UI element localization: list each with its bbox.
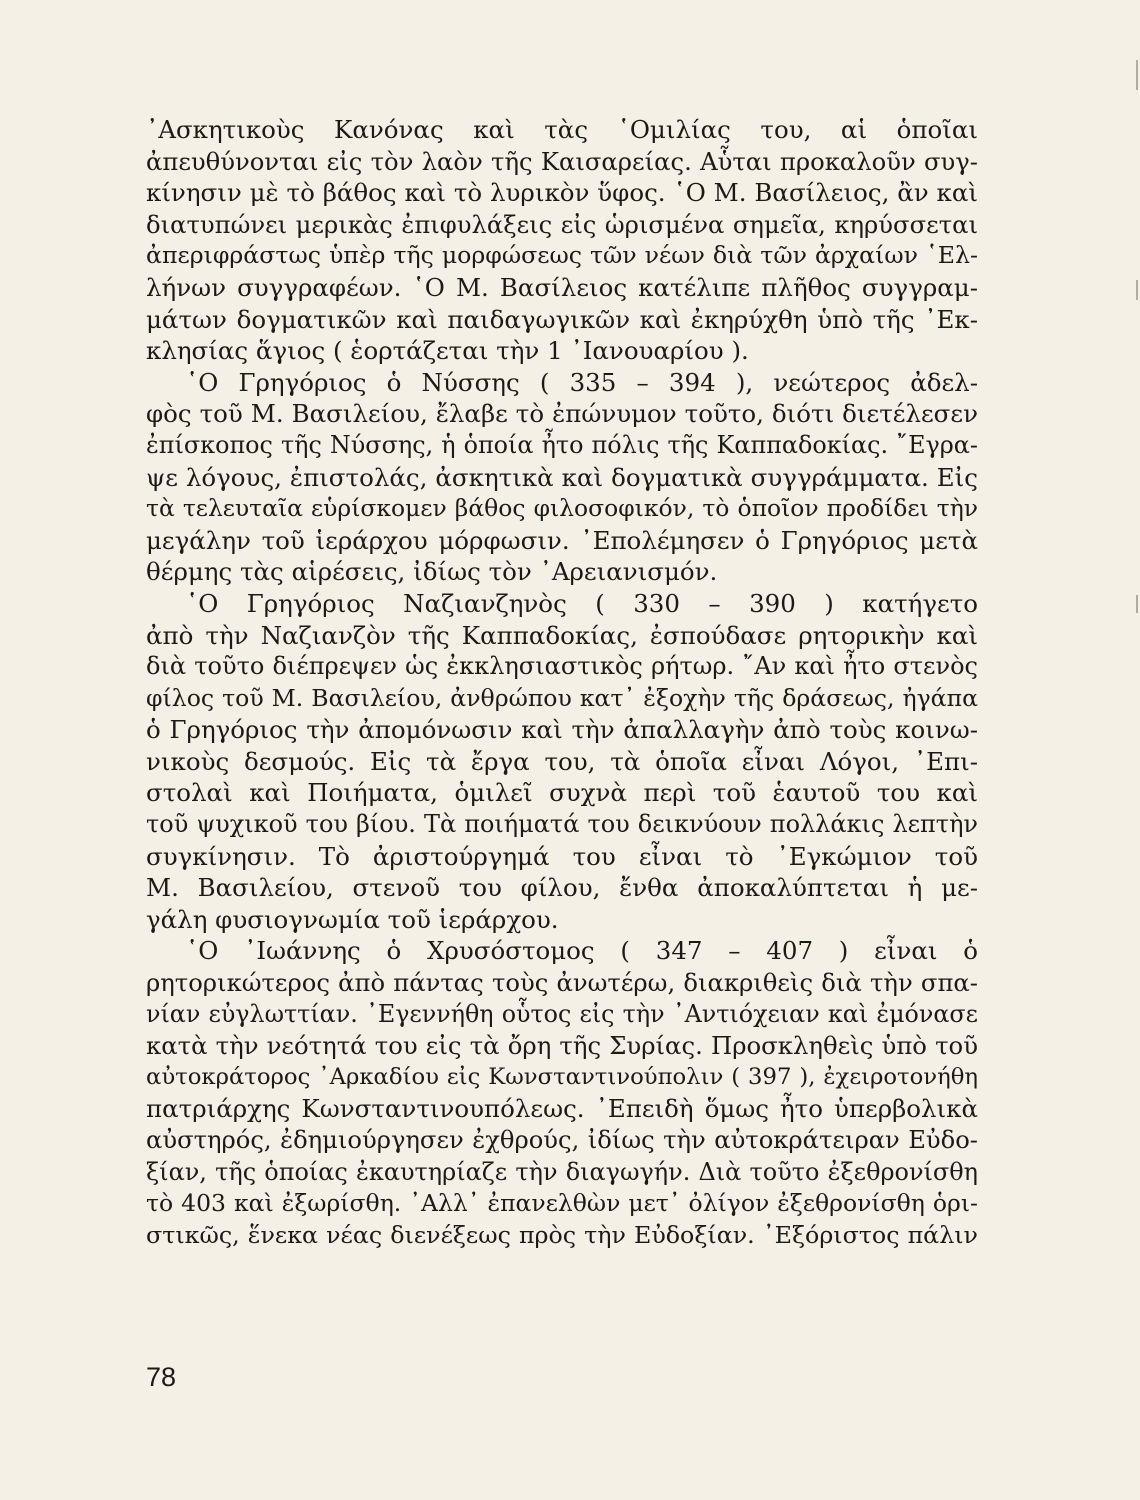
- text-line: ξίαν, τῆς ὁποίας ἐκαυτηρίαζε τὴν διαγωγήν. Διὰ τοῦτο ἐξεθρονίσθη: [146, 1157, 978, 1186]
- text-line: ὁ Γρηγόριος τὴν ἀπομόνωσιν καὶ τὴν ἀπαλλαγὴν ἀπὸ τοὺς κοινω-: [146, 715, 978, 745]
- text-line: στικῶς, ἕνεκα νέας διενέξεως πρὸς τὴν Εὐδοξίαν. ᾿Εξόριστος πάλιν: [146, 1220, 978, 1249]
- text-line: μάτων δογματικῶν καὶ παιδαγωγικῶν καὶ ἐκηρύχθη ὑπὸ τῆς ᾿Εκ-: [146, 304, 978, 334]
- paragraph-start-chrysostom: ῾Ο ᾿Ιωάννης ὁ Χρυσόστομος ( 347 – 407 ) εἶναι ὁ: [186, 936, 978, 966]
- text-line: νικοὺς δεσμούς. Εἰς τὰ ἔργα του, τὰ ὁποῖα εἶναι Λόγοι, ᾿Επι-: [146, 746, 978, 776]
- text-line: φὸς τοῦ Μ. Βασιλείου, ἔλαβε τὸ ἐπώνυμον τοῦτο, διότι διετέλεσεν: [146, 399, 978, 429]
- text-line: αὐστηρός, ἐδημιούργησεν ἐχθρούς, ἰδίως τὴν αὐτοκράτειραν Εὐδο-: [146, 1126, 978, 1154]
- text-line: στολαὶ καὶ Ποιήματα, ὁμιλεῖ συχνὰ περὶ τοῦ ἑαυτοῦ του καὶ: [146, 778, 978, 808]
- text-line: πατριάρχης Κωνσταντινουπόλεως. ᾿Επειδὴ ὅμως ἦτο ὑπερβολικὰ: [146, 1094, 978, 1124]
- scan-edge-mark: [1136, 280, 1138, 300]
- text-line: διατυπώνει μερικὰς ἐπιφυλάξεις εἰς ὡρισμένα σημεῖα, κηρύσσεται: [146, 209, 978, 239]
- page-number: 78: [146, 1362, 177, 1392]
- text-line: θέρμης τὰς αἱρέσεις, ἰδίως τὸν ᾿Αρειανισμόν.: [146, 557, 718, 587]
- text-line: τὸ 403 καὶ ἐξωρίσθη. ᾿Αλλ᾿ ἐπανελθὼν μετ᾿ ὀλίγον ἐξεθρονίσθη ὁρι-: [146, 1189, 978, 1218]
- text-line: ρητορικώτερος ἀπὸ πάντας τοὺς ἀνωτέρω, διακριθεὶς διὰ τὴν σπα-: [146, 968, 978, 998]
- text-line: κλησίας ἅγιος ( ἑορτάζεται τὴν 1 ᾿Ιανουαρίου ).: [146, 336, 749, 366]
- text-line: ἀπευθύνονται εἰς τὸν λαὸν τῆς Καισαρείας. Αὗται προκαλοῦν συγ-: [146, 146, 978, 176]
- text-line: μεγάλην τοῦ ἱεράρχου μόρφωσιν. ᾿Επολέμησεν ὁ Γρηγόριος μετὰ: [146, 525, 978, 555]
- text-line: νίαν εὐγλωττίαν. ᾿Εγεννήθη οὗτος εἰς τὴν ᾿Αντιόχειαν καὶ ἐμόνασε: [146, 999, 978, 1028]
- text-line: ἀπὸ τὴν Ναζιανζὸν τῆς Καππαδοκίας, ἐσπούδασε ρητορικὴν καὶ: [146, 620, 978, 650]
- text-line: συγκίνησιν. Τὸ ἀριστούργημά του εἶναι τὸ ᾿Εγκώμιον τοῦ: [146, 841, 978, 871]
- scan-edge-mark: [1136, 595, 1138, 613]
- text-line: ᾿Ασκητικοὺς Κανόνας καὶ τὰς ῾Ομιλίας του, αἱ ὁποῖαι: [146, 115, 978, 144]
- text-line: ψε λόγους, ἐπιστολάς, ἀσκητικὰ καὶ δογματικὰ συγγράμματα. Εἰς: [146, 462, 978, 492]
- text-line: ἀπεριφράστως ὑπὲρ τῆς μορφώσεως τῶν νέων διὰ τῶν ἀρχαίων ῾Ελ-: [146, 241, 978, 270]
- text-line: γάλη φυσιογνωμία τοῦ ἱεράρχου.: [146, 904, 559, 934]
- text-line: διὰ τοῦτο διέπρεψεν ὡς ἐκκλησιαστικὸς ρήτωρ. ῎Αν καὶ ἦτο στενὸς: [146, 652, 978, 681]
- text-line: κίνησιν μὲ τὸ βάθος καὶ τὸ λυρικὸν ὕφος. ῾Ο Μ. Βασίλειος, ἂν καὶ: [146, 178, 978, 208]
- scan-edge-mark: [1136, 60, 1138, 90]
- text-line: Μ. Βασιλείου, στενοῦ του φίλου, ἔνθα ἀποκαλύπτεται ἡ με-: [146, 873, 978, 903]
- text-line: κατὰ τὴν νεότητά του εἰς τὰ ὄρη τῆς Συρίας. Προσκληθεὶς ὑπὸ τοῦ: [146, 1031, 978, 1061]
- text-line: λήνων συγγραφέων. ῾Ο Μ. Βασίλειος κατέλιπε πλῆθος συγγραμ-: [146, 272, 978, 302]
- text-line: τοῦ ψυχικοῦ του βίου. Τὰ ποιήματά του δεικνύουν πολλάκις λεπτὴν: [146, 810, 978, 839]
- paragraph-start-gregory-nazianzen: ῾Ο Γρηγόριος Ναζιανζηνὸς ( 330 – 390 ) κατήγετο: [186, 588, 978, 618]
- paragraph-start-gregory-nyssa: ῾Ο Γρηγόριος ὁ Νύσσης ( 335 – 394 ), νεώτερος ἀδελ-: [186, 367, 978, 397]
- text-line: ἐπίσκοπος τῆς Νύσσης, ἡ ὁποία ἦτο πόλις τῆς Καππαδοκίας. ῎Εγρα-: [146, 430, 978, 459]
- text-line: τὰ τελευταῖα εὑρίσκομεν βάθος φιλοσοφικόν, τὸ ὁποῖον προδίδει τὴν: [146, 494, 978, 523]
- text-line: φίλος τοῦ Μ. Βασιλείου, ἀνθρώπου κατ᾿ ἐξοχὴν τῆς δράσεως, ἠγάπα: [146, 683, 978, 712]
- text-line: αὐτοκράτορος ᾿Αρκαδίου εἰς Κωνσταντινούπολιν ( 397 ), ἐχειροτονήθη: [146, 1063, 978, 1090]
- body-text: [146, 114, 978, 1251]
